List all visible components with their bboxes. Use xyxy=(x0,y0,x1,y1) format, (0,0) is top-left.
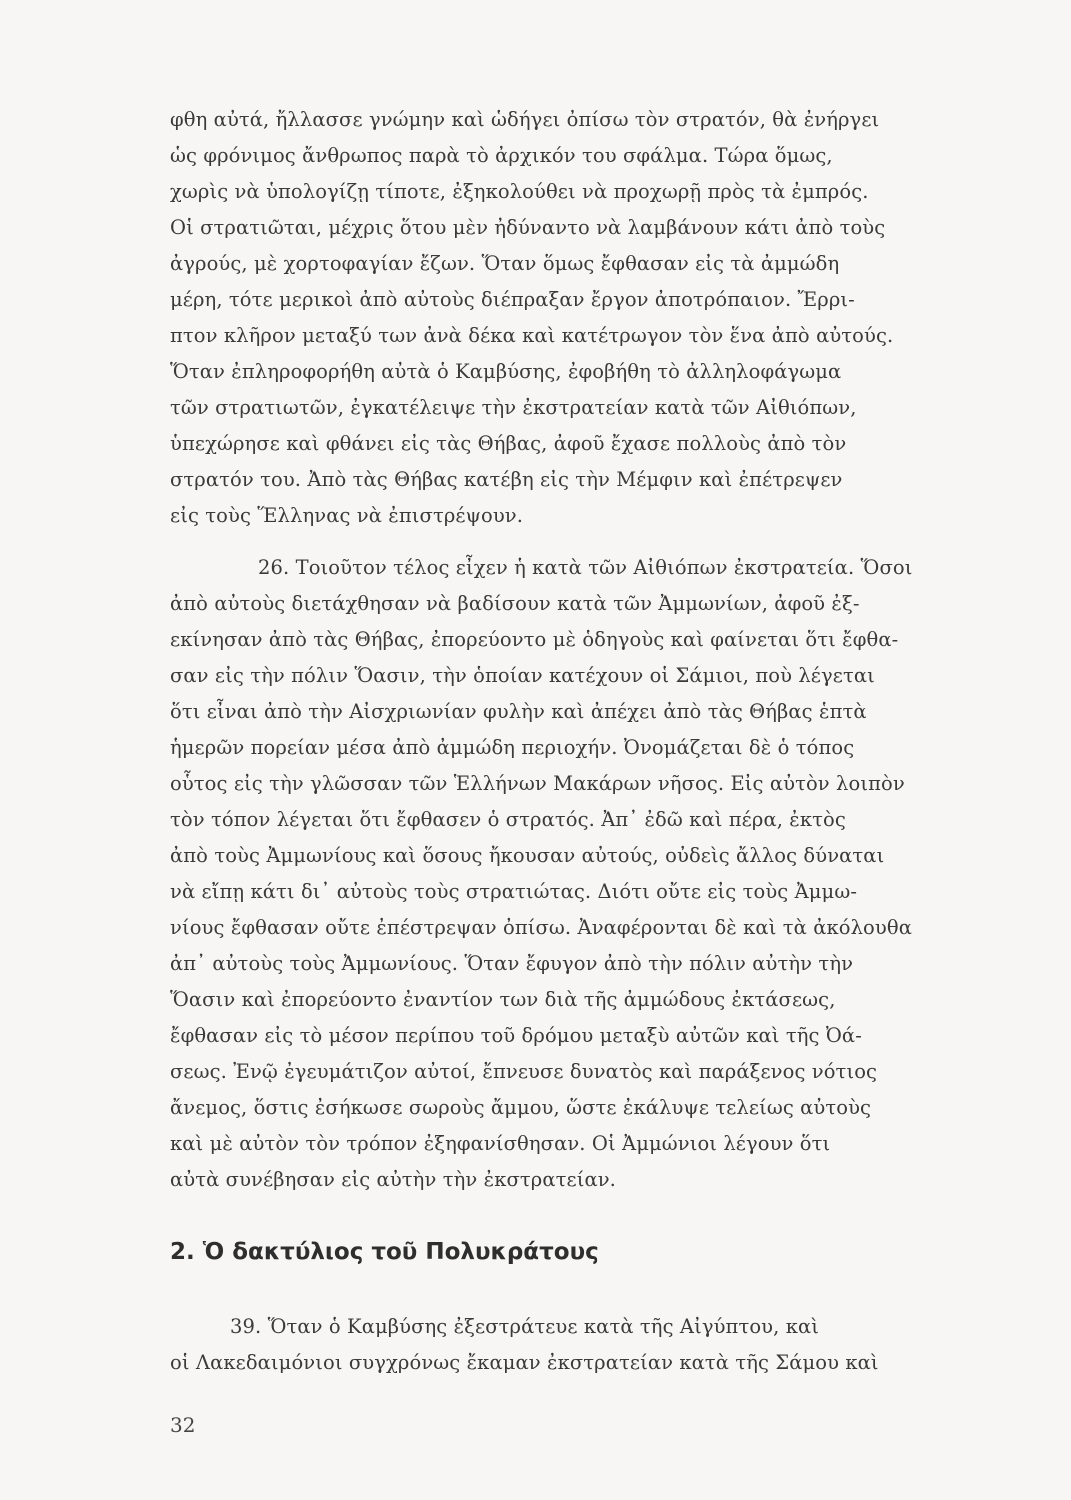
text-line: ἔφθασαν εἰς τὸ μέσον περίπου τοῦ δρόμου μεταξὺ αὐτῶν καὶ τῆς Ὀά- xyxy=(170,1024,862,1047)
page-number: 32 xyxy=(170,1413,196,1437)
text-line: ὑπεχώρησε καὶ φθάνει εἰς τὰς Θήβας, ἀφοῦ ἔχασε πολλοὺς ἀπὸ τὸν xyxy=(170,432,847,455)
text-line: ὡς φρόνιμος ἄνθρωπος παρὰ τὸ ἀρχικόν του σφάλμα. Τώρα ὅμως, xyxy=(170,144,833,167)
text-line: αὐτὰ συνέβησαν εἰς αὐτὴν τὴν ἐκστρατείαν. xyxy=(170,1168,616,1191)
text-line: νὰ εἴπῃ κάτι δι᾽ αὐτοὺς τοὺς στρατιώτας. Διότι οὔτε εἰς τοὺς Ἀμμω- xyxy=(170,880,858,903)
text-line: ἡμερῶν πορείαν μέσα ἀπὸ ἀμμώδη περιοχήν. Ὀνομάζεται δὲ ὁ τόπος xyxy=(170,736,855,759)
text-line: ἀπὸ αὐτοὺς διετάχθησαν νὰ βαδίσουν κατὰ τῶν Ἀμμωνίων, ἀφοῦ ἐξ- xyxy=(170,592,860,615)
text-line: Οἱ στρατιῶται, μέχρις ὅτου μὲν ἠδύναντο νὰ λαμβάνουν κάτι ἀπὸ τοὺς xyxy=(170,216,886,239)
text-line: ἀπὸ τοὺς Ἀμμωνίους καὶ ὅσους ἤκουσαν αὐτούς, οὐδεὶς ἄλλος δύναται xyxy=(170,844,885,867)
text-line: 39. Ὅταν ὁ Καμβύσης ἐξεστράτευε κατὰ τῆς Αἰγύπτου, καὶ xyxy=(230,1315,820,1338)
text-line: ὅτι εἶναι ἀπὸ τὴν Αἰσχριωνίαν φυλὴν καὶ ἀπέχει ἀπὸ τὰς Θήβας ἑπτὰ xyxy=(170,700,867,723)
text-line: Ὅταν ἐπληροφορήθη αὐτὰ ὁ Καμβύσης, ἐφοβήθη τὸ ἀλληλοφάγωμα xyxy=(170,360,842,383)
section-heading: 2. Ὁ δακτύλιος τοῦ Πολυκράτους xyxy=(170,1239,599,1265)
text-line: τὸν τόπον λέγεται ὅτι ἔφθασεν ὁ στρατός. Ἀπ᾽ ἐδῶ καὶ πέρα, ἐκτὸς xyxy=(170,808,846,831)
text-line: πτον κλῆρον μεταξύ των ἀνὰ δέκα καὶ κατέτρωγον τὸν ἕνα ἀπὸ αὐτούς. xyxy=(170,324,894,347)
text-line: οὗτος εἰς τὴν γλῶσσαν τῶν Ἑλλήνων Μακάρων νῆσος. Εἰς αὐτὸν λοιπὸν xyxy=(170,772,905,795)
text-line: σεως. Ἐνῷ ἐγευμάτιζον αὐτοί, ἔπνευσε δυνατὸς καὶ παράξενος νότιος xyxy=(170,1060,878,1083)
text-line: καὶ μὲ αὐτὸν τὸν τρόπον ἐξηφανίσθησαν. Οἱ Ἀμμώνιοι λέγουν ὅτι xyxy=(170,1132,831,1155)
text-line: ἄνεμος, ὅστις ἐσήκωσε σωροὺς ἄμμου, ὥστε ἐκάλυψε τελείως αὐτοὺς xyxy=(170,1096,872,1119)
text-line: εκίνησαν ἀπὸ τὰς Θήβας, ἐπορεύοντο μὲ ὁδηγοὺς καὶ φαίνεται ὅτι ἔφθα- xyxy=(170,628,899,651)
text-line: στρατόν του. Ἀπὸ τὰς Θήβας κατέβη εἰς τὴν Μέμφιν καὶ ἐπέτρεψεν xyxy=(170,468,843,491)
text-line: ἀπ᾽ αὐτοὺς τοὺς Ἀμμωνίους. Ὅταν ἔφυγον ἀπὸ τὴν πόλιν αὐτὴν τὴν xyxy=(170,952,854,975)
text-line: Ὅασιν καὶ ἐπορεύοντο ἐναντίον των διὰ τῆς ἀμμώδους ἐκτάσεως, xyxy=(170,988,836,1011)
text-line: τῶν στρατιωτῶν, ἐγκατέλειψε τὴν ἐκστρατείαν κατὰ τῶν Αἰθιόπων, xyxy=(170,396,857,419)
text-line: ἀγρούς, μὲ χορτοφαγίαν ἔζων. Ὅταν ὅμως ἔφθασαν εἰς τὰ ἀμμώδη xyxy=(170,252,840,275)
text-line: μέρη, τότε μερικοὶ ἀπὸ αὐτοὺς διέπραξαν ἔργον ἀποτρόπαιον. Ἔρρι- xyxy=(170,288,855,311)
text-line: οἱ Λακεδαιμόνιοι συγχρόνως ἔκαμαν ἐκστρατείαν κατὰ τῆς Σάμου καὶ xyxy=(170,1351,879,1374)
text-line: 26. Τοιοῦτον τέλος εἶχεν ἡ κατὰ τῶν Αἰθιόπων ἐκστρατεία. Ὅσοι xyxy=(258,556,913,579)
text-line: φθη αὐτά, ἤλλασσε γνώμην καὶ ὡδήγει ὀπίσω τὸν στρατόν, θὰ ἐνήργει xyxy=(170,108,880,131)
text-line: σαν εἰς τὴν πόλιν Ὅασιν, τὴν ὁποίαν κατέχουν οἱ Σάμιοι, ποὺ λέγεται xyxy=(170,664,875,687)
text-line: εἰς τοὺς Ἕλληνας νὰ ἐπιστρέψουν. xyxy=(170,504,524,527)
text-line: χωρὶς νὰ ὑπολογίζῃ τίποτε, ἐξηκολούθει νὰ προχωρῇ πρὸς τὰ ἐμπρός. xyxy=(170,180,869,203)
text-line: νίους ἔφθασαν οὔτε ἐπέστρεψαν ὀπίσω. Ἀναφέρονται δὲ καὶ τὰ ἀκόλουθα xyxy=(170,916,912,939)
